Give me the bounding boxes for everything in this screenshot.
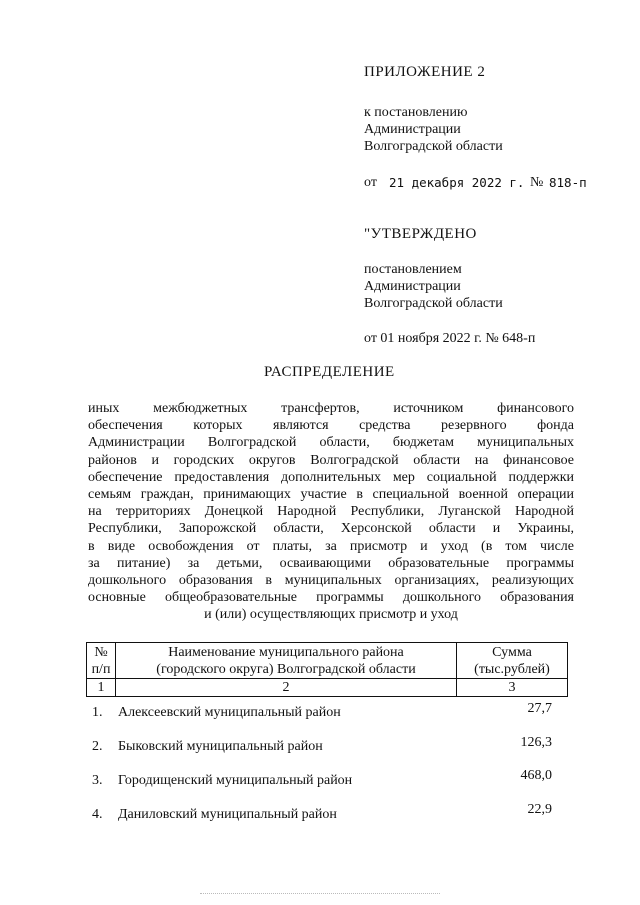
paragraph-last-line: и (или) осуществляющих присмотр и уход <box>204 607 458 623</box>
approved-line-3: Волгоградской области <box>364 296 503 311</box>
approved-title: "УТВЕРЖДЕНО <box>364 226 477 242</box>
row-number: 4. <box>92 807 103 822</box>
row-sum: 22,9 <box>527 802 552 817</box>
paragraph-line: дошкольного образования в муниципальных организациях, реализующих <box>88 573 574 589</box>
approved-date-line: от 01 ноября 2022 г. № 648-п <box>364 331 536 346</box>
column-number-2: 2 <box>116 679 457 697</box>
header-cell-name <box>116 643 457 679</box>
header-sum-line-2: (тыс.рублей) <box>474 661 550 677</box>
paragraph-line: основные общеобразовательные программы дошкольного образования <box>88 590 574 606</box>
document-title: РАСПРЕДЕЛЕНИЕ <box>264 364 395 380</box>
row-sum: 126,3 <box>520 735 552 750</box>
paragraph-line: Республики, Запорожской области, Херсонской области и Украины, <box>88 521 574 537</box>
paragraph-line: иных межбюджетных трансфертов, источником финансового <box>88 401 574 416</box>
header-number-line-1: № <box>94 644 108 660</box>
paragraph-line: обеспечения которых являются средства резервного фонда <box>88 418 574 434</box>
document-paragraph <box>88 400 574 624</box>
paragraph-line: на территориях Донецкой Народной Республики, Луганской Народной <box>88 504 574 520</box>
row-district-name: Алексеевский муниципальный район <box>118 705 341 720</box>
appendix-line-1: к постановлению <box>364 105 468 120</box>
paragraph-line: в виде освобождения от платы, за присмотр и уход (в том числе <box>88 538 574 554</box>
appendix-line-2: Администрации <box>364 122 461 137</box>
header-cell-number <box>87 643 116 679</box>
header-sum-line-1: Сумма <box>492 644 532 660</box>
header-cell-sum <box>457 643 568 679</box>
column-number-1: 1 <box>87 679 116 697</box>
distribution-table-header <box>86 642 568 697</box>
appendix-line-3: Волгоградской области <box>364 139 503 154</box>
column-number-3: 3 <box>457 679 568 697</box>
row-number: 2. <box>92 739 103 754</box>
appendix-number-prefix: № <box>530 175 544 190</box>
paragraph-line: за питание) за детьми, осваивающими образовательные программы <box>88 555 574 571</box>
row-sum: 468,0 <box>520 768 552 783</box>
appendix-date: 21 декабря 2022 г. <box>389 175 525 190</box>
header-name-line-1: Наименование муниципального района <box>168 644 404 660</box>
row-district-name: Даниловский муниципальный район <box>118 807 337 822</box>
header-name-line-2: (городского округа) Волгоградской области <box>156 661 416 677</box>
row-district-name: Городищенский муниципальный район <box>118 773 353 788</box>
scan-artifact-divider <box>200 893 440 896</box>
header-number-line-2: п/п <box>91 661 111 677</box>
paragraph-line: семьям граждан, принимающих участие в специальной военной операции <box>88 487 574 503</box>
row-number: 1. <box>92 705 103 720</box>
appendix-date-prefix: от <box>364 175 377 190</box>
approved-line-2: Администрации <box>364 279 461 294</box>
paragraph-line: обеспечение предоставления дополнительных мер социальной поддержки <box>88 469 574 485</box>
row-number: 3. <box>92 773 103 788</box>
appendix-title: ПРИЛОЖЕНИЕ 2 <box>364 64 486 80</box>
row-sum: 27,7 <box>527 701 552 716</box>
paragraph-line: районов и городских округов Волгоградской области на финансовое <box>88 452 574 468</box>
appendix-number: 818-п <box>549 175 587 190</box>
paragraph-line: Администрации Волгоградской области, бюджетам муниципальных <box>88 435 574 451</box>
row-district-name: Быковский муниципальный район <box>118 739 323 754</box>
approved-line-1: постановлением <box>364 262 462 277</box>
